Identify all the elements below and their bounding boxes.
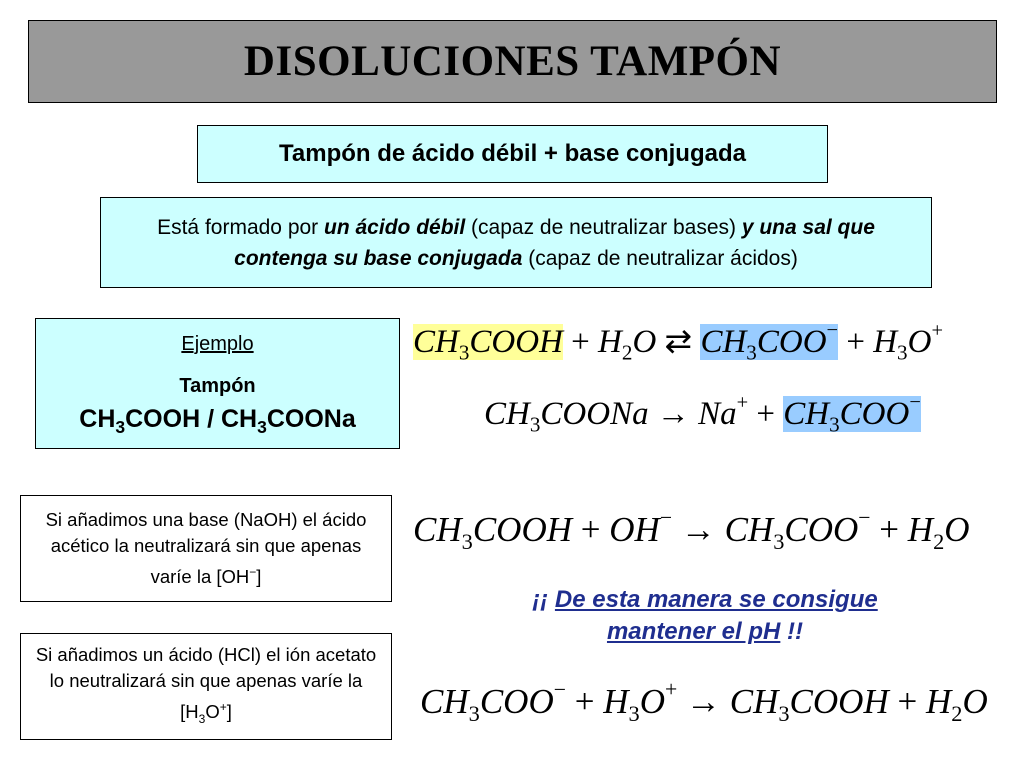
reaction-arrow: →	[648, 396, 699, 432]
eq-text: CH	[413, 510, 462, 549]
eq-text: CH	[700, 324, 747, 360]
eq-superscript: −	[909, 391, 921, 414]
note-text: ]	[226, 700, 232, 722]
description-part: (capaz de neutralizar bases)	[465, 215, 742, 239]
subtitle-box	[197, 125, 828, 183]
plus-operator: +	[748, 396, 784, 432]
note-add-base	[20, 495, 392, 602]
eq-text: O	[632, 324, 657, 360]
reaction-arrow: →	[677, 682, 730, 721]
note-subscript: 3	[198, 711, 206, 726]
eq-subscript: 2	[951, 700, 963, 726]
formula-subscript: 3	[115, 417, 126, 437]
eq-text: CH	[413, 324, 459, 360]
description-emphasis: y una sal que contenga su base conjugada	[234, 215, 875, 270]
eq-text: H	[603, 682, 629, 721]
note-text: ]	[256, 566, 262, 588]
plus-operator: +	[870, 510, 908, 549]
conclusion-text	[440, 584, 970, 648]
eq-text: CH	[724, 510, 774, 549]
eq-text: O	[944, 510, 970, 549]
formula-part: COONa	[266, 405, 356, 433]
eq-text: COO	[784, 510, 859, 549]
eq-text: H	[873, 324, 898, 360]
eq-text: COOH	[469, 324, 563, 360]
note-add-acid-text	[29, 642, 383, 732]
eq-subscript: 3	[897, 340, 908, 365]
note-text: Si añadimos una base (NaOH) el ácido acético la neutralizará sin que apenas varíe la [OH	[45, 508, 367, 588]
note-superscript: +	[219, 699, 227, 714]
reaction-arrow: →	[672, 510, 725, 549]
note-text: O	[205, 700, 220, 722]
eq-superscript: +	[664, 677, 678, 702]
eq-subscript: 3	[468, 700, 480, 726]
description-part: (capaz de neutralizar ácidos)	[522, 246, 798, 270]
eq-superscript: +	[736, 391, 749, 414]
subtitle: Tampón de ácido débil + base conjugada	[279, 140, 746, 167]
equation-acid-equilibrium	[413, 319, 943, 365]
eq-text: COONa	[540, 396, 649, 432]
eq-superscript: +	[931, 319, 943, 342]
eq-text: COOH	[789, 682, 889, 721]
plus-operator: +	[562, 324, 599, 360]
description-emphasis: un ácido débil	[324, 215, 466, 239]
eq-text: COOH	[472, 510, 573, 549]
eq-text: OH	[609, 510, 660, 549]
eq-superscript: −	[553, 677, 566, 702]
eq-subscript: 2	[933, 528, 945, 554]
formula-subscript: 3	[257, 417, 267, 437]
eq-subscript: 3	[461, 528, 473, 554]
equilibrium-arrow: ⇄	[656, 324, 701, 360]
equation-acid-neutralization	[420, 677, 988, 726]
page-title: DISOLUCIONES TAMPÓN	[243, 38, 782, 85]
eq-text: Na	[698, 396, 737, 432]
description-part: Está formado por	[157, 215, 325, 239]
conclusion-part: De esta manera se consigue	[554, 586, 878, 613]
note-text: Si añadimos un ácido (HCl) el ión acetato lo neutralizará sin que apenas varíe la [H	[35, 643, 377, 722]
eq-text: O	[907, 324, 932, 360]
eq-subscript: 3	[773, 528, 785, 554]
eq-subscript: 3	[778, 700, 790, 726]
eq-superscript: −	[659, 505, 673, 530]
eq-text: CH	[729, 682, 779, 721]
eq-text: H	[907, 510, 934, 549]
note-add-acid	[20, 633, 392, 740]
note-add-base-text	[29, 507, 383, 590]
product-acetate	[700, 319, 839, 365]
plus-operator: +	[838, 324, 874, 360]
formula-part: COOH / CH	[125, 405, 258, 433]
example-box	[35, 318, 400, 449]
conclusion-part: mantener el pH	[606, 618, 781, 645]
eq-text: O	[962, 682, 988, 721]
eq-text: COO	[479, 682, 554, 721]
equation-base-neutralization	[413, 505, 970, 554]
plus-operator: +	[888, 682, 926, 721]
plus-operator: +	[565, 682, 604, 721]
eq-subscript: 3	[458, 340, 470, 365]
eq-text: O	[639, 682, 665, 721]
title-banner	[28, 20, 997, 103]
eq-subscript: 2	[621, 340, 633, 365]
eq-text: H	[598, 324, 622, 360]
formula-part: CH	[79, 405, 116, 433]
eq-text: CH	[420, 682, 469, 721]
eq-text: H	[925, 682, 952, 721]
eq-subscript: 3	[829, 412, 840, 437]
note-superscript: −	[249, 564, 257, 579]
example-formula	[36, 405, 399, 438]
plus-operator: +	[572, 510, 610, 549]
conclusion-part: ¡¡	[532, 586, 555, 613]
equation-salt-dissociation	[484, 391, 921, 437]
eq-text: COO	[839, 396, 910, 432]
description-text	[115, 212, 917, 274]
description-box	[100, 197, 932, 288]
eq-superscript: −	[826, 319, 839, 342]
eq-superscript: −	[858, 505, 871, 530]
eq-subscript: 3	[529, 412, 541, 437]
eq-text: COO	[756, 324, 827, 360]
eq-subscript: 3	[628, 700, 640, 726]
product-acetate	[783, 391, 921, 437]
example-label: Ejemplo	[181, 333, 254, 355]
eq-subscript: 3	[746, 340, 757, 365]
eq-text: CH	[783, 396, 830, 432]
conclusion-part: !!	[780, 618, 804, 645]
reactant-acetic-acid	[413, 324, 563, 365]
eq-text: CH	[484, 396, 530, 432]
example-name: Tampón	[179, 375, 256, 397]
